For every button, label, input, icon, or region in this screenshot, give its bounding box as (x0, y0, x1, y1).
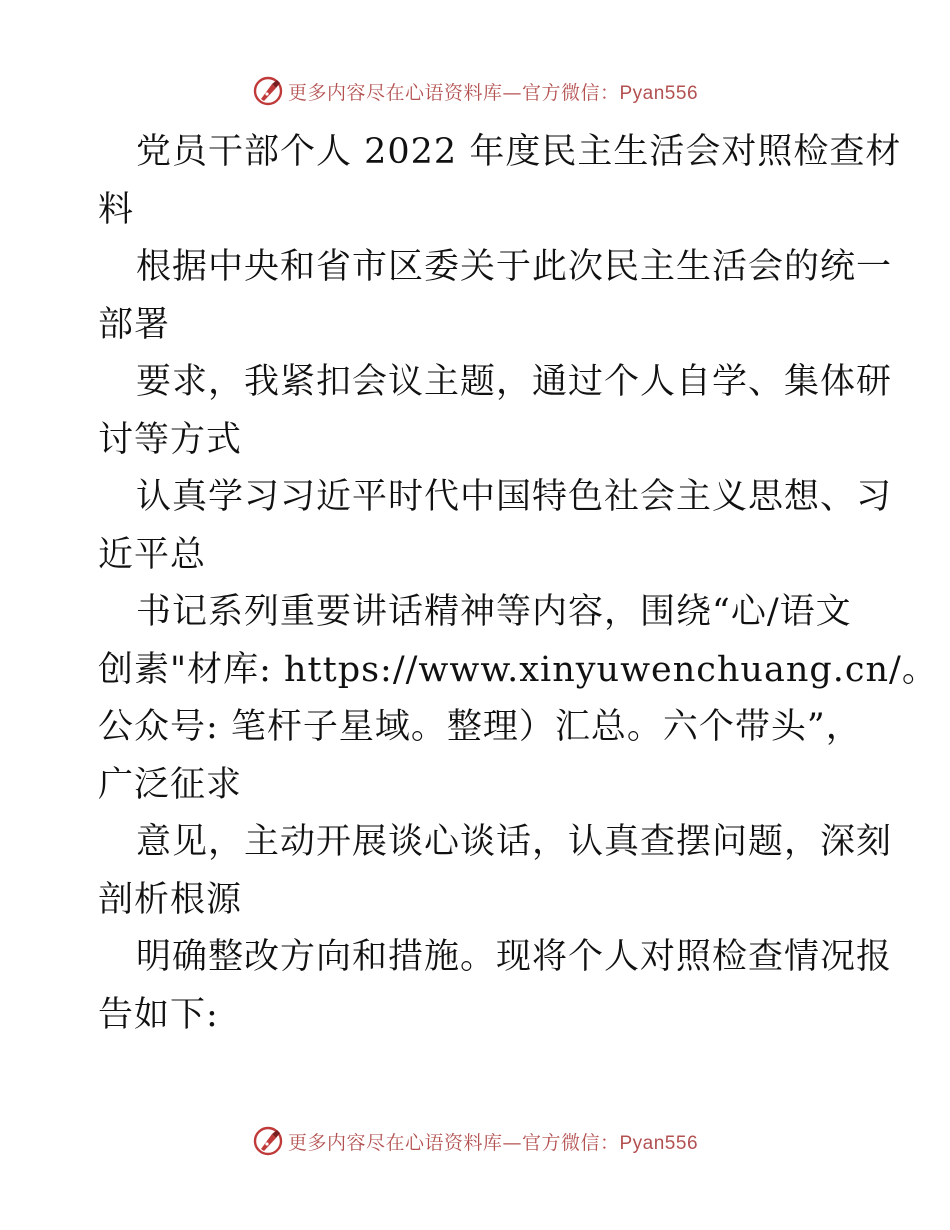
pen-nib-logo-icon (252, 75, 284, 107)
footer-banner-wechat-id: Pyan556 (619, 1132, 699, 1154)
document-body (98, 124, 938, 1044)
text-line: 剖析根源 (98, 879, 243, 920)
text-line: 党员干部个人 2022 年度民主生活会对照检查材 (136, 132, 902, 172)
text-line: 料 (98, 189, 135, 230)
text-line: 根据中央和省市区委关于此次民主生活会的统一 (136, 247, 893, 287)
text-line: 要求，我紧扣会议主题，通过个人自学、集体研 (136, 362, 893, 402)
text-line: 公众号: 笔杆子星域。整理）汇总。六个带头”， (98, 707, 862, 747)
footer-watermark-banner (0, 1121, 950, 1161)
footer-banner-text (288, 1128, 698, 1155)
text-line: 近平总 (98, 534, 207, 575)
text-line: 明确整改方向和措施。现将个人对照检查情况报 (136, 937, 893, 977)
text-line: 书记系列重要讲话精神等内容，围绕“心/语文 (136, 592, 852, 632)
text-line: 广泛征求 (98, 764, 243, 805)
text-line: 告如下: (98, 994, 219, 1035)
text-line: 部署 (98, 304, 171, 345)
header-banner-label: 更多内容尽在心语资料库—官方微信： (287, 81, 620, 104)
header-banner-text (288, 78, 698, 105)
text-line: 讨等方式 (98, 419, 243, 460)
pen-nib-logo-icon (252, 1125, 284, 1157)
text-line: 创素"材库: https://www.xinyuwenchuang.cn/。 (98, 649, 938, 690)
text-line: 认真学习习近平时代中国特色社会主义思想、习 (136, 477, 893, 517)
header-watermark-banner (0, 71, 950, 111)
footer-banner-label: 更多内容尽在心语资料库—官方微信： (287, 1131, 620, 1154)
text-line: 意见，主动开展谈心谈话，认真查摆问题，深刻 (136, 822, 893, 862)
header-banner-wechat-id: Pyan556 (619, 82, 699, 104)
